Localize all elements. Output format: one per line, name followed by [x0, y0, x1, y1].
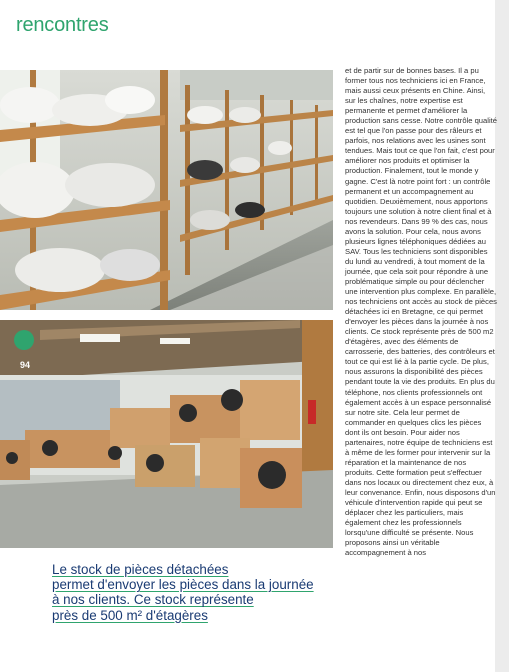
caption-line-4: près de 500 m² d'étagères	[52, 607, 208, 623]
page-marker-icon	[14, 330, 34, 350]
page-edge	[495, 0, 509, 672]
photo-caption	[52, 562, 322, 623]
warehouse-boxes-photo	[0, 320, 333, 548]
warehouse-shelves-photo	[0, 70, 333, 310]
page-number: 94	[20, 360, 31, 370]
caption-line-3: à nos clients. Ce stock représente	[52, 592, 254, 608]
caption-line-2: permet d'envoyer les pièces dans la journée	[52, 577, 314, 593]
section-title: rencontres	[16, 14, 109, 36]
article-body-text: et de partir sur de bonnes bases. Il a pu former tous nos techniciens ici en France, mais aussi ceux présents en Chine. Ainsi, sur les chaînes, notre expertise est permanente et permet d'améliorer la production sans cesse. Notre contrôle qualité est tel que l'on passe pour des râleurs et parfois, nos relations avec les usines sont tendues. Mais tout ce que l'on fait, c'est pour améliorer nos produits et optimiser la production. Finalement, tout le monde y gagne. C'est là notre point fort : un contrôle permanent et un accompagnement au quotidien. Deuxièmement, nous apportons toujours une solution à notre client final et à nos revendeurs. Dans 99 % des cas, nous avons la solution. Pour cela, nous avons plusieurs lignes téléphoniques dédiées au SAV. Tous les techniciens sont disponibles du lundi au vendredi, à tout moment de la journée, que cela soit pour répondre à une problématique simple ou pour déclencher une intervention plus complexe. En parallèle, nos techniciens ont accès au stock de pièces détachées ici en Bretagne, ce qui permet d'envoyer les pièces dans la journée à nos clients. Ce stock représente près de 500 m2 d'étagères, avec des éléments de carrosserie, des batteries, des contrôleurs et tout ce qui est lié à la partie cycle. De plus, nous assurons la disponibilité des pièces pendant toute la vie des produits. En plus du téléphone, nos clients professionnels ont également accès à un espace personnalisé sur notre site. Cela leur permet de commander en quelques clics les pièces dont ils ont besoin. Pour aider nos partenaires, notre équipe de techniciens est à même de les former pour intervenir sur la réparation et la maintenance de nos produits. Cette formation peut s'effectuer dans nos locaux ou directement chez eux, à leur convenance. Enfin, nous disposons d'un véhicule d'intervention rapide qui peut se déplacer chez les particuliers, mais également chez les professionnels lorsqu'une difficulté se présente. Nous proposons ainsi un véritable accompagnement à nos	[345, 66, 497, 558]
article-body-column	[345, 66, 497, 558]
caption-line-1: Le stock de pièces détachées	[52, 562, 229, 577]
